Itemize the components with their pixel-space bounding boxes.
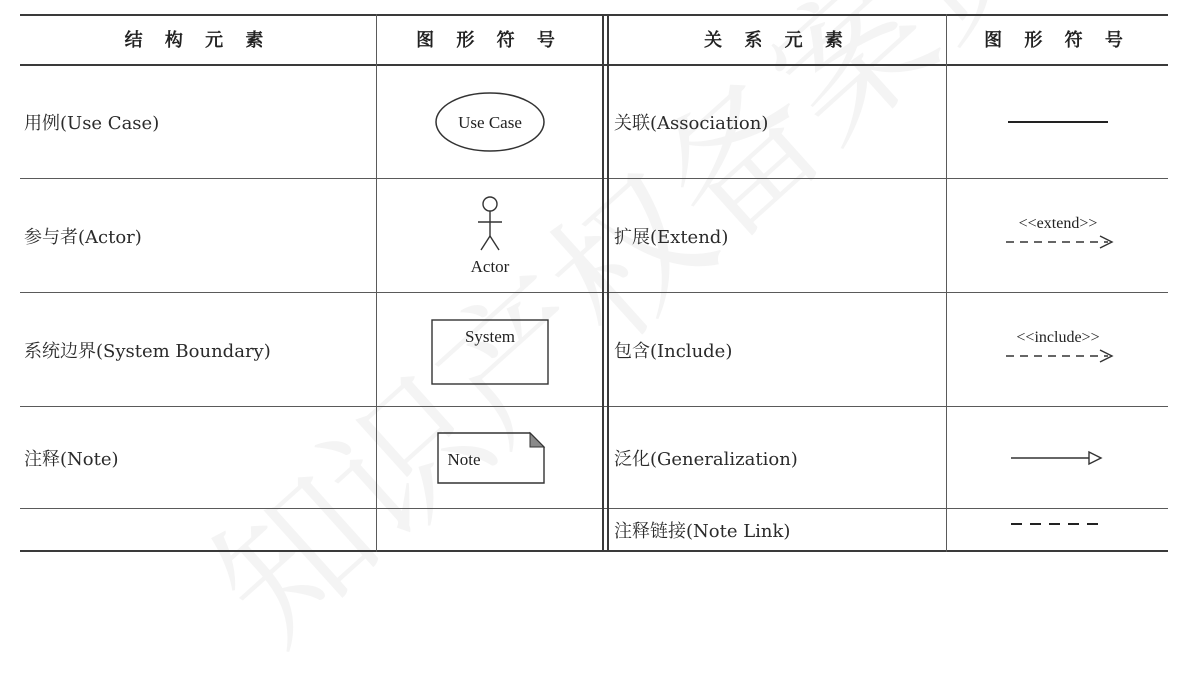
rectangle-icon <box>377 293 602 406</box>
relation-name-note-link: 注释链接(Note Link) <box>614 521 791 542</box>
include-symbol-label: <<include>> <box>1015 328 1100 346</box>
dashed-line-icon <box>947 509 1168 539</box>
relation-name-generalization: 泛化(Generalization) <box>614 448 798 470</box>
structure-name-note: 注释(Note) <box>24 448 119 470</box>
extend-symbol-label: <<extend>> <box>1018 214 1097 232</box>
ellipse-icon <box>377 66 602 178</box>
relation-name-extend: 扩展(Extend) <box>614 226 729 248</box>
note-icon <box>377 407 602 508</box>
header-relation-element: 关 系 元 素 <box>704 30 851 51</box>
use-case-symbol-label: Use Case <box>457 113 522 132</box>
header-structure-element: 结 构 元 素 <box>124 30 272 51</box>
stick-figure-icon <box>377 179 602 292</box>
dashed-arrow-icon <box>947 293 1168 406</box>
hollow-triangle-arrow-icon <box>947 407 1168 508</box>
dashed-arrow-icon <box>947 179 1168 292</box>
note-symbol-label: Note <box>446 449 481 469</box>
structure-name-use-case: 用例(Use Case) <box>24 113 160 134</box>
column-separator-double-a <box>602 14 604 552</box>
header-structure-symbol: 图 形 符 号 <box>416 30 563 51</box>
structure-name-actor: 参与者(Actor) <box>24 226 142 248</box>
solid-line-icon <box>947 66 1168 178</box>
header-relation-symbol: 图 形 符 号 <box>984 30 1131 51</box>
relation-name-include: 包含(Include) <box>614 340 733 362</box>
relation-name-association: 关联(Association) <box>614 113 769 134</box>
actor-symbol-label: Actor <box>470 256 509 276</box>
column-separator-double-b <box>607 14 609 552</box>
system-symbol-label: System <box>464 326 515 346</box>
structure-name-system-boundary: 系统边界(System Boundary) <box>24 340 271 362</box>
